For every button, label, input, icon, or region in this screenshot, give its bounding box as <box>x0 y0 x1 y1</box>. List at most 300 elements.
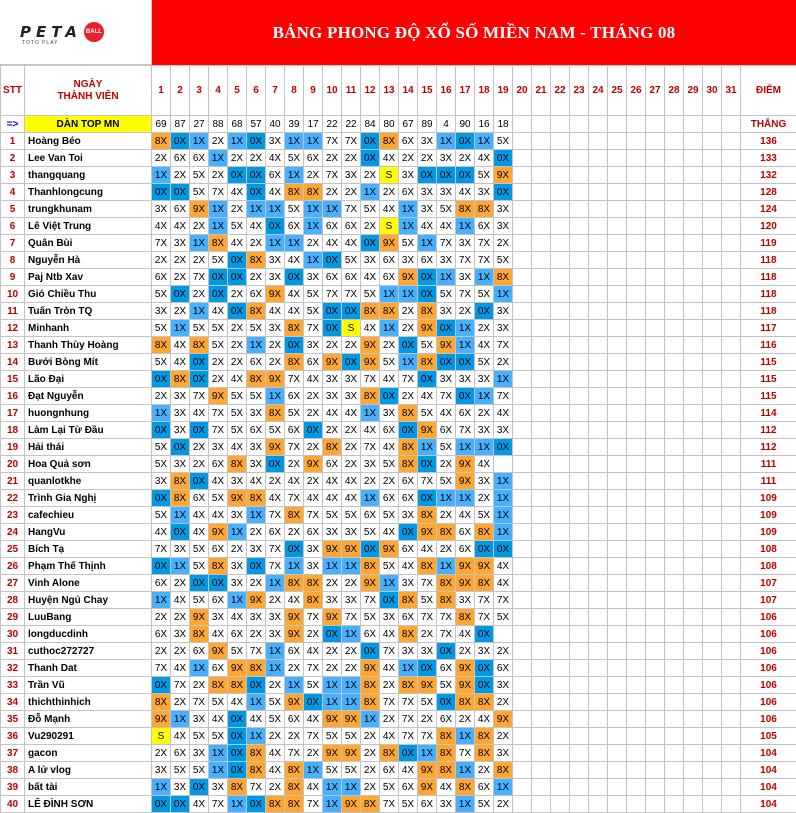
pick-cell: 1X <box>380 575 399 592</box>
table-row <box>1 541 796 558</box>
top-number: 39 <box>285 116 304 133</box>
pick-cell: 4X <box>361 422 380 439</box>
pick-cell: 6X <box>361 626 380 643</box>
empty-cell <box>513 558 532 575</box>
empty-cell <box>722 269 741 286</box>
empty-cell <box>703 184 722 201</box>
pick-cell: 2X <box>361 218 380 235</box>
empty-cell <box>627 779 646 796</box>
day-header: 26 <box>627 66 646 116</box>
pick-cell: 6X <box>247 354 266 371</box>
pick-cell: 0X <box>285 269 304 286</box>
row-number: 34 <box>1 694 25 711</box>
empty-cell <box>551 116 570 133</box>
empty-cell <box>627 711 646 728</box>
empty-cell <box>627 524 646 541</box>
empty-cell <box>646 337 665 354</box>
pick-cell: 5X <box>228 422 247 439</box>
pick-cell: 6X <box>456 405 475 422</box>
pick-cell: 2X <box>361 473 380 490</box>
pick-cell: 9X <box>361 337 380 354</box>
empty-cell <box>608 235 627 252</box>
pick-cell: 8X <box>152 133 171 150</box>
pick-cell: 8X <box>285 507 304 524</box>
pick-cell: 2X <box>380 473 399 490</box>
empty-cell <box>551 575 570 592</box>
pick-cell: 0X <box>437 354 456 371</box>
empty-cell <box>570 218 589 235</box>
pick-cell: 2X <box>190 439 209 456</box>
pick-cell: 4X <box>380 150 399 167</box>
pick-cell: 9X <box>323 609 342 626</box>
empty-cell <box>722 150 741 167</box>
empty-cell <box>646 796 665 813</box>
empty-cell <box>532 490 551 507</box>
empty-cell <box>665 133 684 150</box>
pick-cell: 1X <box>171 558 190 575</box>
empty-cell <box>532 354 551 371</box>
empty-cell <box>722 592 741 609</box>
empty-cell <box>589 626 608 643</box>
member-name: Huyện Ngủ Chay <box>25 592 152 609</box>
pick-cell: 0X <box>323 626 342 643</box>
pick-cell: 2X <box>323 660 342 677</box>
pick-cell: 7X <box>456 252 475 269</box>
pick-cell: 9X <box>418 524 437 541</box>
row-number: 10 <box>1 286 25 303</box>
pick-cell: 3X <box>171 626 190 643</box>
empty-cell <box>627 762 646 779</box>
empty-cell <box>589 133 608 150</box>
empty-cell <box>532 320 551 337</box>
pick-cell: 4X <box>209 711 228 728</box>
pick-cell: 0X <box>247 558 266 575</box>
pick-cell: 9X <box>342 745 361 762</box>
empty-cell <box>532 694 551 711</box>
empty-cell <box>551 201 570 218</box>
empty-cell <box>684 796 703 813</box>
pick-cell: 3X <box>361 252 380 269</box>
empty-cell <box>665 167 684 184</box>
pick-cell: 9X <box>494 711 513 728</box>
pick-cell: 4X <box>494 558 513 575</box>
pick-cell: 9X <box>342 796 361 813</box>
pick-cell: 2X <box>323 643 342 660</box>
empty-cell <box>665 677 684 694</box>
empty-cell <box>703 728 722 745</box>
pick-cell: 6X <box>456 541 475 558</box>
empty-cell <box>627 541 646 558</box>
pick-cell: 4X <box>456 507 475 524</box>
member-name: Hoàng Béo <box>25 133 152 150</box>
pick-cell: 2X <box>171 252 190 269</box>
empty-cell <box>608 286 627 303</box>
pick-cell: 3X <box>171 388 190 405</box>
empty-cell <box>570 422 589 439</box>
empty-cell <box>589 320 608 337</box>
row-number: 4 <box>1 184 25 201</box>
empty-cell <box>703 303 722 320</box>
brand-subtitle: TOTO PLAY <box>22 40 59 46</box>
pick-cell: 7X <box>342 133 361 150</box>
day-header: 25 <box>608 66 627 116</box>
pick-cell: 0X <box>228 711 247 728</box>
pick-cell: 6X <box>190 150 209 167</box>
table-row <box>1 728 796 745</box>
pick-cell: 2X <box>266 473 285 490</box>
title-banner <box>152 0 796 65</box>
top-number: 16 <box>475 116 494 133</box>
pick-cell: 3X <box>190 745 209 762</box>
member-points: 111 <box>741 456 796 473</box>
pick-cell: 6X <box>190 490 209 507</box>
row-number: 19 <box>1 439 25 456</box>
empty-cell <box>532 133 551 150</box>
empty-cell <box>703 167 722 184</box>
table-row <box>1 218 796 235</box>
pick-cell: 1X <box>285 235 304 252</box>
member-name: huongnhung <box>25 405 152 422</box>
pick-cell: 5X <box>152 507 171 524</box>
empty-cell <box>532 660 551 677</box>
day-header: 10 <box>323 66 342 116</box>
pick-cell: 7X <box>475 592 494 609</box>
pick-cell: 1X <box>475 439 494 456</box>
pick-cell: 1X <box>266 575 285 592</box>
empty-cell <box>570 592 589 609</box>
pick-cell: 1X <box>494 490 513 507</box>
pick-cell: 3X <box>494 677 513 694</box>
empty-cell <box>722 507 741 524</box>
pick-cell: 7X <box>437 235 456 252</box>
empty-cell <box>665 558 684 575</box>
pick-cell: 5X <box>228 388 247 405</box>
pick-cell: 1X <box>285 558 304 575</box>
pick-cell: 5X <box>380 354 399 371</box>
empty-cell <box>665 507 684 524</box>
pick-cell: 6X <box>399 133 418 150</box>
pick-cell: 1X <box>190 133 209 150</box>
pick-cell: 0X <box>190 422 209 439</box>
pick-cell: 9X <box>152 711 171 728</box>
empty-cell <box>608 303 627 320</box>
pick-cell: 1X <box>304 218 323 235</box>
empty-cell <box>665 609 684 626</box>
empty-cell <box>665 286 684 303</box>
empty-cell <box>570 626 589 643</box>
pick-cell: 4X <box>247 711 266 728</box>
pick-cell: 7X <box>304 507 323 524</box>
pick-cell: 2X <box>361 745 380 762</box>
pick-cell: S <box>152 728 171 745</box>
row-number: 33 <box>1 677 25 694</box>
pick-cell: 0X <box>418 660 437 677</box>
empty-cell <box>570 711 589 728</box>
pick-cell: 2X <box>152 609 171 626</box>
pick-cell: 4X <box>494 575 513 592</box>
row-number: 22 <box>1 490 25 507</box>
empty-cell <box>646 779 665 796</box>
pick-cell: 4X <box>190 796 209 813</box>
pick-cell: 8X <box>399 626 418 643</box>
top-number: 22 <box>323 116 342 133</box>
pick-cell: 0X <box>152 184 171 201</box>
pick-cell: 2X <box>361 167 380 184</box>
row-number: 20 <box>1 456 25 473</box>
pick-cell: 7X <box>361 592 380 609</box>
empty-cell <box>551 252 570 269</box>
pick-cell: 1X <box>399 660 418 677</box>
pick-cell: 5X <box>209 728 228 745</box>
empty-cell <box>532 575 551 592</box>
pick-cell: 7X <box>494 337 513 354</box>
pick-cell: 8X <box>437 728 456 745</box>
empty-cell <box>703 456 722 473</box>
empty-cell <box>608 575 627 592</box>
pick-cell: 7X <box>437 626 456 643</box>
pick-cell: 8X <box>437 762 456 779</box>
pick-cell: 1X <box>399 354 418 371</box>
empty-cell <box>627 422 646 439</box>
empty-cell <box>551 133 570 150</box>
empty-cell <box>589 524 608 541</box>
empty-cell <box>684 626 703 643</box>
pick-cell: S <box>380 167 399 184</box>
pick-cell: 8X <box>190 626 209 643</box>
pick-cell: 4X <box>266 184 285 201</box>
empty-cell <box>608 388 627 405</box>
empty-cell <box>589 116 608 133</box>
table-row <box>1 575 796 592</box>
empty-cell <box>532 371 551 388</box>
pick-cell: 5X <box>152 286 171 303</box>
pick-cell: 5X <box>380 456 399 473</box>
pick-cell: 5X <box>323 728 342 745</box>
pick-cell: 0X <box>247 133 266 150</box>
pick-cell: 0X <box>285 337 304 354</box>
empty-cell <box>532 609 551 626</box>
pick-cell: 6X <box>380 269 399 286</box>
pick-cell: 7X <box>380 694 399 711</box>
empty-cell <box>589 558 608 575</box>
empty-cell <box>665 337 684 354</box>
pick-cell: 3X <box>323 388 342 405</box>
empty-cell <box>532 116 551 133</box>
pick-cell: 8X <box>437 745 456 762</box>
empty-cell <box>684 541 703 558</box>
pick-cell: 0X <box>418 371 437 388</box>
pick-cell: 6X <box>399 779 418 796</box>
pick-cell: 4X <box>418 541 437 558</box>
empty-cell <box>532 728 551 745</box>
member-header <box>25 66 152 116</box>
pick-cell: 7X <box>437 388 456 405</box>
pick-cell: 6X <box>342 218 361 235</box>
pick-cell: 1X <box>380 286 399 303</box>
pick-cell: 2X <box>247 150 266 167</box>
table-row <box>1 796 796 813</box>
pick-cell: 0X <box>152 558 171 575</box>
pick-cell: 3X <box>266 252 285 269</box>
day-header: 12 <box>361 66 380 116</box>
empty-cell <box>684 473 703 490</box>
empty-cell <box>703 388 722 405</box>
pick-cell: 6X <box>399 609 418 626</box>
member-points: 114 <box>741 405 796 422</box>
pick-cell: 2X <box>209 133 228 150</box>
pick-cell: 2X <box>285 456 304 473</box>
empty-cell <box>570 116 589 133</box>
row-number: 11 <box>1 303 25 320</box>
pick-cell: 1X <box>399 201 418 218</box>
pick-cell: 8X <box>247 660 266 677</box>
empty-cell <box>589 456 608 473</box>
pick-cell: 1X <box>456 796 475 813</box>
member-name: bất tài <box>25 779 152 796</box>
pick-cell: 8X <box>456 694 475 711</box>
day-header: 7 <box>266 66 285 116</box>
pick-cell: 5X <box>342 762 361 779</box>
member-points: 106 <box>741 609 796 626</box>
pick-cell: 2X <box>380 184 399 201</box>
top-number: 67 <box>399 116 418 133</box>
member-name: Hoa Quả sơn <box>25 456 152 473</box>
table-row <box>1 456 796 473</box>
day-header: 31 <box>722 66 741 116</box>
empty-cell <box>703 286 722 303</box>
pick-cell: 1X <box>456 490 475 507</box>
empty-cell <box>589 643 608 660</box>
pick-cell: 5X <box>437 286 456 303</box>
empty-cell <box>513 252 532 269</box>
member-points: 107 <box>741 592 796 609</box>
empty-cell <box>513 745 532 762</box>
pick-cell: 3X <box>456 235 475 252</box>
pick-cell: 0X <box>418 167 437 184</box>
empty-cell <box>722 694 741 711</box>
empty-cell <box>627 609 646 626</box>
pick-cell: 4X <box>323 235 342 252</box>
pick-cell: 7X <box>247 779 266 796</box>
day-header: 5 <box>228 66 247 116</box>
row-number: 12 <box>1 320 25 337</box>
pick-cell: 4X <box>342 473 361 490</box>
empty-cell <box>589 201 608 218</box>
pick-cell: 2X <box>323 575 342 592</box>
empty-cell <box>589 677 608 694</box>
empty-cell <box>570 388 589 405</box>
pick-cell: 1X <box>323 558 342 575</box>
pick-cell: 3X <box>475 422 494 439</box>
empty-cell <box>589 405 608 422</box>
empty-cell <box>513 388 532 405</box>
member-points: 136 <box>741 133 796 150</box>
pick-cell: 4X <box>266 303 285 320</box>
empty-cell <box>703 354 722 371</box>
pick-cell: 9X <box>285 694 304 711</box>
pick-cell: 0X <box>209 269 228 286</box>
empty-cell <box>551 235 570 252</box>
pick-cell: 4X <box>171 354 190 371</box>
pick-cell: 8X <box>494 269 513 286</box>
empty-cell <box>722 439 741 456</box>
pick-cell: 8X <box>247 490 266 507</box>
pick-cell: 7X <box>190 269 209 286</box>
pick-cell: 9X <box>323 354 342 371</box>
table-row <box>1 626 796 643</box>
pick-cell: 6X <box>266 167 285 184</box>
member-points: 106 <box>741 643 796 660</box>
empty-cell <box>589 728 608 745</box>
member-name: HangVu <box>25 524 152 541</box>
pick-cell: 0X <box>228 269 247 286</box>
pick-cell: 2X <box>361 728 380 745</box>
empty-cell <box>551 592 570 609</box>
pick-cell: 8X <box>304 184 323 201</box>
pick-cell: 2X <box>304 745 323 762</box>
pick-cell: 4X <box>456 626 475 643</box>
pick-cell: 5X <box>190 167 209 184</box>
pick-cell: 2X <box>266 728 285 745</box>
empty-cell <box>551 507 570 524</box>
pick-cell: 5X <box>152 320 171 337</box>
pick-cell: 8X <box>228 677 247 694</box>
empty-cell <box>646 626 665 643</box>
empty-cell <box>703 711 722 728</box>
pick-cell: 2X <box>171 269 190 286</box>
table-row <box>1 184 796 201</box>
pick-cell: 9X <box>209 524 228 541</box>
table-row <box>1 371 796 388</box>
empty-cell <box>684 235 703 252</box>
empty-cell <box>589 235 608 252</box>
empty-cell <box>722 337 741 354</box>
empty-cell <box>665 388 684 405</box>
pick-cell: 4X <box>266 490 285 507</box>
pick-cell: 3X <box>475 184 494 201</box>
empty-cell <box>532 558 551 575</box>
pick-cell: 7X <box>266 558 285 575</box>
pick-cell: 8X <box>304 575 323 592</box>
pick-cell: 0X <box>171 286 190 303</box>
empty-cell <box>494 456 513 473</box>
empty-cell <box>570 337 589 354</box>
member-points: 104 <box>741 796 796 813</box>
pick-cell: 3X <box>437 150 456 167</box>
empty-cell <box>646 320 665 337</box>
pick-cell: 9X <box>209 643 228 660</box>
pick-cell: 1X <box>494 473 513 490</box>
empty-cell <box>589 269 608 286</box>
member-points: 104 <box>741 779 796 796</box>
pick-cell: 3X <box>342 371 361 388</box>
pick-cell: 9X <box>304 456 323 473</box>
pick-cell: 4X <box>304 779 323 796</box>
pick-cell: 2X <box>380 677 399 694</box>
empty-cell <box>722 626 741 643</box>
empty-cell <box>608 660 627 677</box>
pick-cell: 3X <box>304 541 323 558</box>
pick-cell: 2X <box>418 150 437 167</box>
empty-cell <box>646 422 665 439</box>
pick-cell: 0X <box>323 303 342 320</box>
pick-cell: 1X <box>247 201 266 218</box>
empty-cell <box>532 286 551 303</box>
pick-cell: 8X <box>361 303 380 320</box>
empty-cell <box>551 337 570 354</box>
pick-cell: 9X <box>190 609 209 626</box>
pick-cell: 2X <box>171 167 190 184</box>
